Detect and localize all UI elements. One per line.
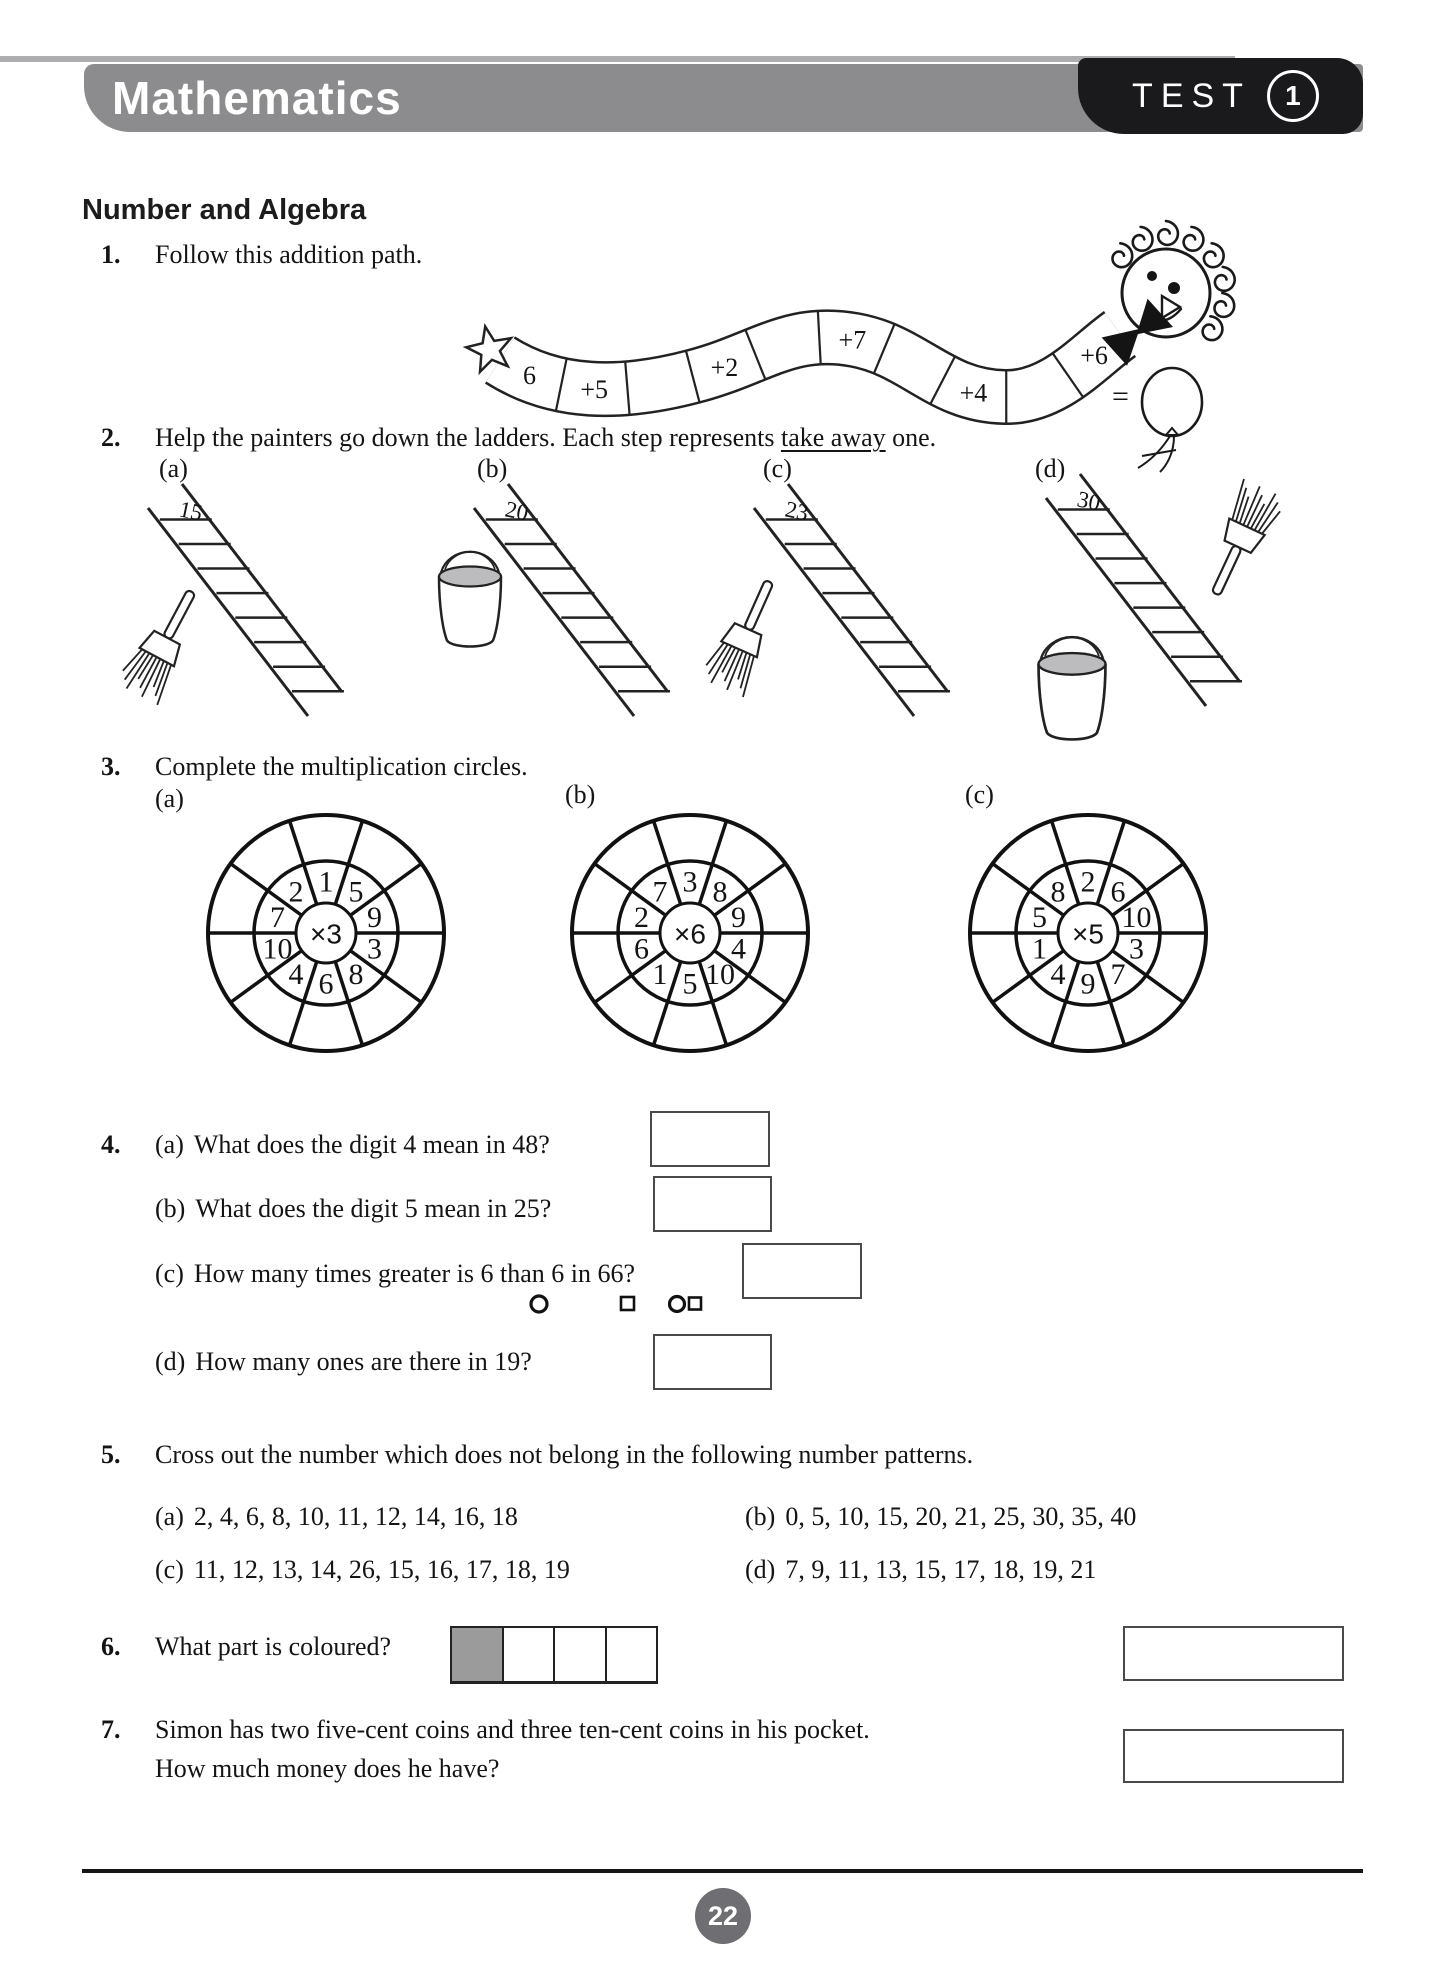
q5-numbers-a: 2, 4, 6, 8, 10, 11, 12, 14, 16, 18	[193, 1502, 518, 1531]
multiplication-circle-c[interactable]	[958, 803, 1218, 1063]
footer-rule	[82, 1869, 1363, 1873]
fraction-cell	[504, 1628, 556, 1681]
circle-shape-icon	[670, 1297, 685, 1312]
paintbrush-icon	[694, 574, 794, 724]
svg-text:5: 5	[348, 875, 364, 909]
svg-text:9: 9	[731, 900, 747, 934]
q4-label-d: (d)	[155, 1347, 186, 1376]
svg-text:8: 8	[348, 957, 364, 991]
q2-part-label-d: (d)	[1035, 454, 1066, 483]
q6-text: What part is coloured?	[155, 1632, 392, 1661]
q3-text: Complete the multiplication circles.	[155, 752, 528, 781]
fraction-bar	[450, 1626, 658, 1684]
svg-text:3: 3	[1129, 932, 1145, 966]
q4-label-c: (c)	[155, 1259, 184, 1288]
circle-shape-icon	[531, 1296, 547, 1312]
svg-text:+2: +2	[710, 352, 739, 382]
svg-text:5: 5	[1031, 900, 1047, 934]
fraction-cell	[555, 1628, 607, 1681]
q5-number: 5.	[101, 1440, 121, 1469]
fraction-cell	[607, 1628, 657, 1681]
page-number: 22	[707, 1900, 739, 1931]
paintbrush-icon	[112, 582, 212, 732]
answer-box-q6[interactable]	[1123, 1626, 1344, 1681]
q2-text	[155, 421, 936, 455]
paint-bucket-icon	[420, 532, 520, 662]
svg-text:×5: ×5	[1072, 918, 1104, 950]
q4-text-c: How many times greater is 6 than 6 in 66?	[193, 1259, 636, 1288]
q4-part-d	[155, 1345, 532, 1379]
svg-text:+7: +7	[838, 325, 867, 355]
q3-part-label-b: (b)	[565, 780, 596, 809]
answer-box-q4a[interactable]	[650, 1111, 770, 1167]
page-title: Mathematics	[112, 72, 402, 124]
svg-text:6: 6	[633, 932, 649, 966]
q6-number: 6.	[101, 1632, 121, 1661]
q7-number: 7.	[101, 1715, 121, 1744]
q5-text: Cross out the number which does not belong in the following number patterns.	[155, 1440, 974, 1469]
fraction-cell-shaded	[452, 1628, 504, 1681]
svg-text:×6: ×6	[674, 918, 706, 950]
square-shape-icon	[621, 1297, 634, 1310]
svg-text:9: 9	[367, 900, 383, 934]
q4-label-a: (a)	[155, 1130, 184, 1159]
test-badge	[1078, 58, 1363, 134]
svg-text:1: 1	[1031, 932, 1047, 966]
smiley-character-icon	[1102, 221, 1235, 472]
svg-text:6: 6	[1110, 875, 1126, 909]
option-shapes	[525, 1290, 725, 1318]
paint-bucket-icon	[1018, 612, 1126, 760]
q3-part-label-c: (c)	[965, 780, 994, 809]
svg-text:3: 3	[367, 932, 383, 966]
svg-text:4: 4	[731, 932, 747, 966]
balloon-icon	[1138, 368, 1202, 472]
svg-text:9: 9	[1080, 967, 1096, 1001]
ladder-top-number: 15	[176, 496, 205, 526]
paintbrush-icon	[1196, 462, 1296, 612]
scan-artifact-strip	[0, 56, 1235, 62]
answer-box-q4d[interactable]	[653, 1334, 772, 1390]
svg-text:10: 10	[704, 957, 735, 991]
svg-text:7: 7	[269, 900, 285, 934]
test-number: 1	[1285, 80, 1301, 111]
q3-number: 3.	[101, 752, 121, 781]
q5-numbers-c: 11, 12, 13, 14, 26, 15, 16, 17, 18, 19	[193, 1555, 570, 1584]
q2-part-label-c: (c)	[763, 454, 792, 483]
ladder-top-number: 23	[782, 496, 811, 526]
q5-label-a: (a)	[155, 1502, 184, 1531]
q7-text-line1: Simon has two five-cent coins and three ten-cent coins in his pocket.	[155, 1715, 870, 1744]
answer-box-q7[interactable]	[1123, 1729, 1344, 1783]
answer-box-q4b[interactable]	[653, 1176, 772, 1232]
svg-text:×3: ×3	[310, 918, 342, 950]
q4-text-b: What does the digit 5 mean in 25?	[195, 1194, 552, 1223]
answer-box-q4c[interactable]	[742, 1243, 862, 1299]
svg-text:1: 1	[318, 865, 334, 899]
q5-label-d: (d)	[745, 1555, 776, 1584]
q2-part-label-b: (b)	[477, 454, 508, 483]
eye	[1168, 282, 1180, 294]
svg-text:8: 8	[1050, 875, 1066, 909]
q4-label-b: (b)	[155, 1194, 186, 1223]
q5-part-b	[745, 1500, 1136, 1534]
ladder-top-number: 20	[502, 496, 531, 526]
q5-part-a	[155, 1500, 518, 1534]
test-label: TEST	[1132, 76, 1251, 115]
q5-numbers-b: 0, 5, 10, 15, 20, 21, 25, 30, 35, 40	[785, 1502, 1137, 1531]
svg-text:8: 8	[712, 875, 728, 909]
svg-text:6: 6	[318, 967, 334, 1001]
svg-text:7: 7	[652, 875, 668, 909]
svg-text:5: 5	[682, 967, 698, 1001]
svg-text:4: 4	[1050, 957, 1066, 991]
q5-label-b: (b)	[745, 1502, 776, 1531]
q4-number: 4.	[101, 1130, 121, 1159]
q5-label-c: (c)	[155, 1555, 184, 1584]
multiplication-circle-b[interactable]	[560, 803, 820, 1063]
q7-text-line2: How much money does he have?	[155, 1754, 500, 1783]
q4-part-b	[155, 1192, 551, 1226]
svg-text:2: 2	[1080, 865, 1096, 899]
section-title: Number and Algebra	[82, 194, 367, 226]
q1-text: Follow this addition path.	[155, 240, 423, 269]
path-start-star-icon	[466, 327, 511, 372]
svg-text:3: 3	[682, 865, 698, 899]
svg-text:+4: +4	[959, 378, 988, 408]
q4-part-c	[155, 1257, 635, 1291]
svg-text:7: 7	[1110, 957, 1126, 991]
eye	[1147, 271, 1157, 281]
page-number-badge	[695, 1888, 751, 1944]
square-shape-icon	[689, 1298, 701, 1310]
q4-text-a: What does the digit 4 mean in 48?	[193, 1130, 550, 1159]
svg-text:2: 2	[288, 875, 304, 909]
q5-numbers-d: 7, 9, 11, 13, 15, 17, 18, 19, 21	[785, 1555, 1097, 1584]
svg-text:+6: +6	[1080, 340, 1108, 370]
svg-text:1: 1	[652, 957, 668, 991]
q3-part-label-a: (a)	[155, 784, 184, 813]
ladder-top-number: 30	[1074, 486, 1103, 516]
equals-sign: =	[1112, 380, 1129, 413]
multiplication-circle-a[interactable]	[196, 803, 456, 1063]
q2-underlined-phrase: take away	[780, 423, 886, 452]
svg-text:10: 10	[262, 932, 293, 966]
svg-text:6: 6	[522, 361, 536, 391]
q2-text-before: Help the painters go down the ladders. Each step represents	[155, 423, 781, 452]
q2-number: 2.	[101, 423, 121, 452]
q4-text-d: How many ones are there in 19?	[195, 1347, 532, 1376]
svg-text:10: 10	[1121, 900, 1152, 934]
svg-text:4: 4	[288, 957, 304, 991]
svg-text:+5: +5	[580, 374, 609, 404]
svg-text:2: 2	[633, 900, 649, 934]
q2-part-label-a: (a)	[159, 454, 188, 483]
q5-part-c	[155, 1553, 570, 1587]
test-number-circle	[1267, 70, 1319, 122]
q4-part-a	[155, 1128, 550, 1162]
q5-part-d	[745, 1553, 1096, 1587]
q1-number: 1.	[101, 240, 121, 269]
q2-text-after: one.	[885, 423, 937, 452]
